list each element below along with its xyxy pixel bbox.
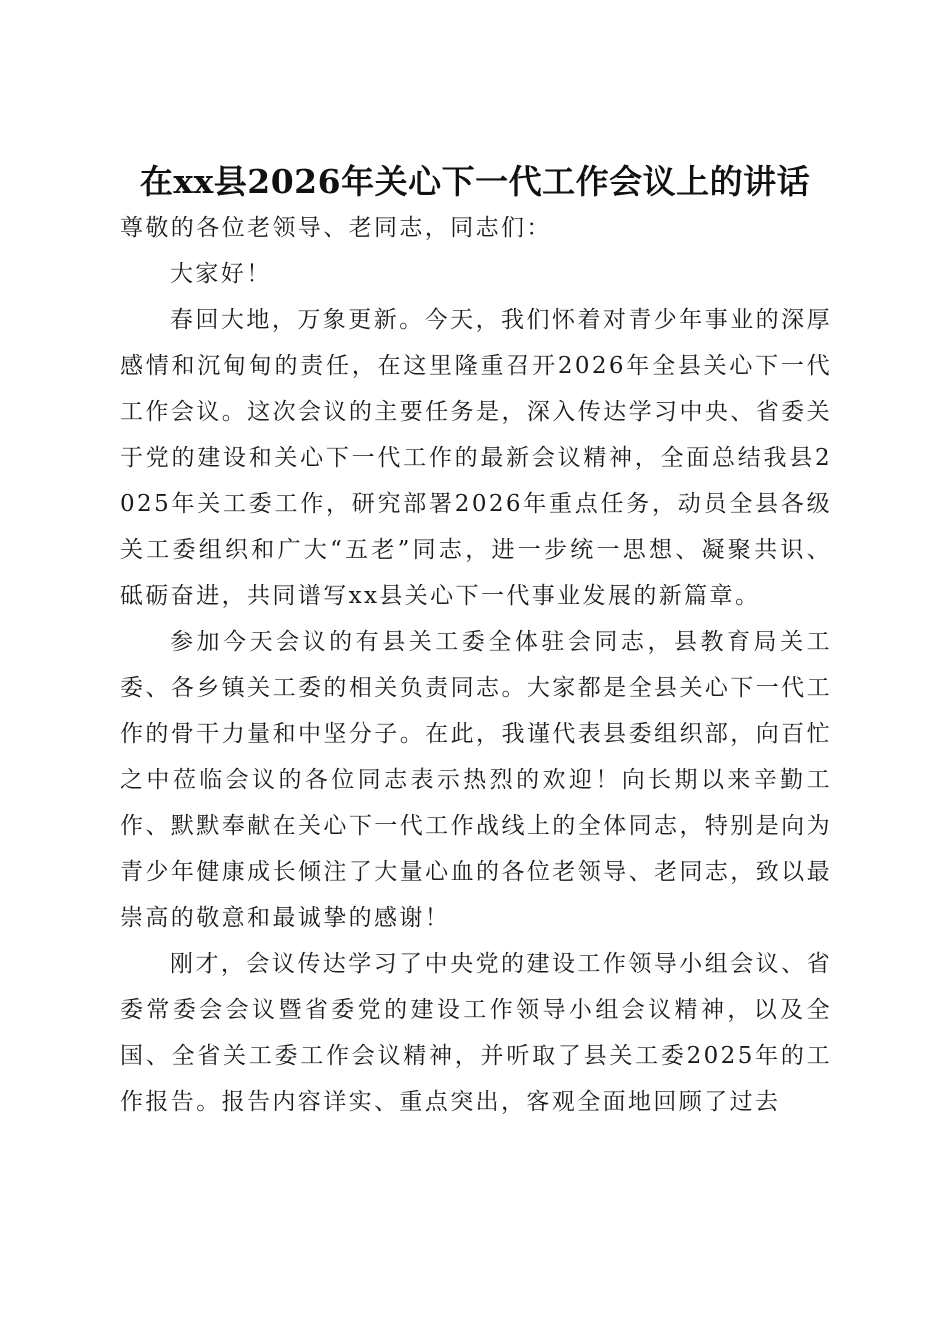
paragraph-attendees: 参加今天会议的有县关工委全体驻会同志，县教育局关工委、各乡镇关工委的相关负责同志。大家都是全县关心下一代工作的骨干力量和中坚分子。在此，我谨代表县委组织部，向百忙之中莅临会议的各位同志表示热烈的欢迎！向长期以来辛勤工作、默默奉献在关心下一代工作战线上的全体同志，特别是向为青少年健康成长倾注了大量心血的各位老领导、老同志，致以最崇高的敬意和最诚挚的感谢！ <box>120 629 832 931</box>
greeting: 大家好！ <box>170 261 272 287</box>
document-title: 在xx县2026年关心下一代工作会议上的讲话 <box>139 162 811 202</box>
document-body <box>120 205 832 1125</box>
paragraph-review: 刚才，会议传达学习了中央党的建设工作领导小组会议、省委常委会会议暨省委党的建设工作领导小组会议精神，以及全国、全省关工委工作会议精神，并听取了县关工委2025年的工作报告。报告内容详实、重点突出，客观全面地回顾了过去 <box>120 951 832 1115</box>
salutation: 尊敬的各位老领导、老同志，同志们： <box>120 215 552 241</box>
paragraph-opening: 春回大地，万象更新。今天，我们怀着对青少年事业的深厚感情和沉甸甸的责任，在这里隆重召开2026年全县关心下一代工作会议。这次会议的主要任务是，深入传达学习中央、省委关于党的建设和关心下一代工作的最新会议精神，全面总结我县2025年关工委工作，研究部署2026年重点任务，动员全县各级关工委组织和广大“五老”同志，进一步统一思想、凝聚共识、砥砺奋进，共同谱写xx县关心下一代事业发展的新篇章。 <box>120 307 832 609</box>
